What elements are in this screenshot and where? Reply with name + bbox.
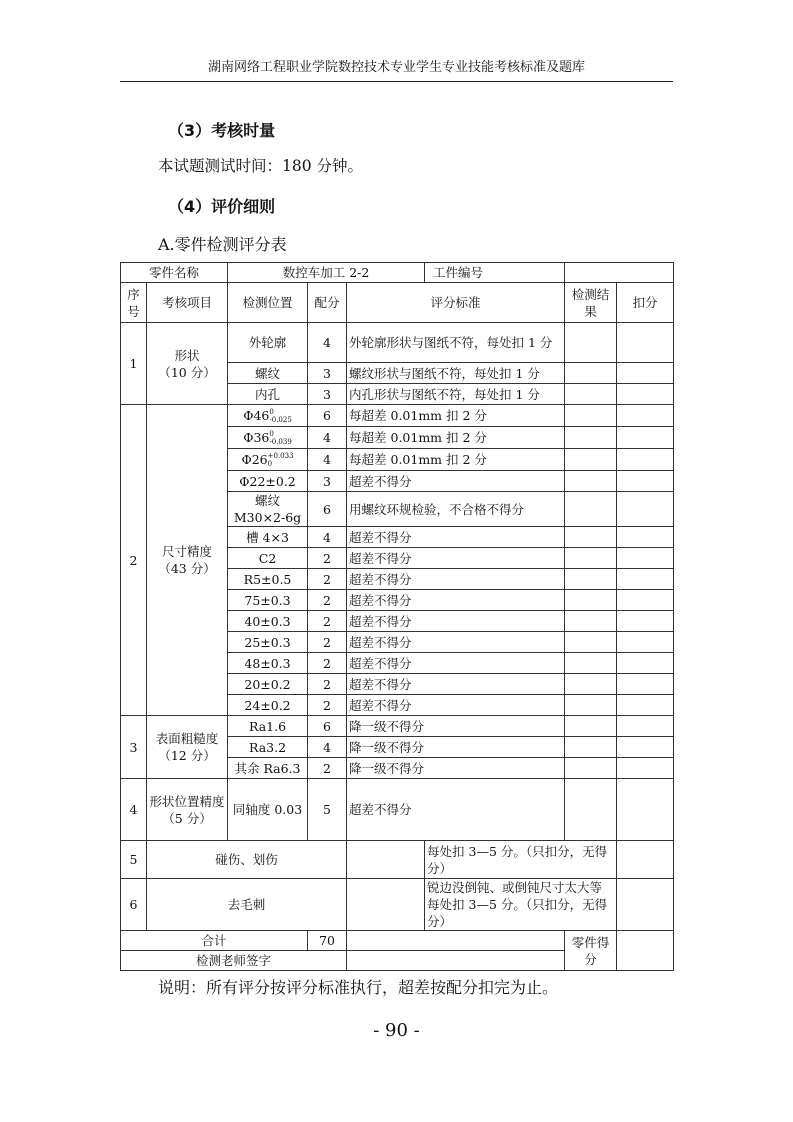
table-row xyxy=(121,323,674,363)
deduction-cell xyxy=(617,548,674,569)
score-cell: 4 xyxy=(308,737,347,758)
deduction-cell xyxy=(617,879,674,931)
position-cell xyxy=(228,405,308,427)
score-cell: 4 xyxy=(308,527,347,548)
item-name: 表面粗糙度 xyxy=(155,731,219,746)
result-cell xyxy=(565,405,617,427)
standard-cell: 超差不得分 xyxy=(347,611,565,632)
header-no: 序号 xyxy=(121,283,147,323)
position-text: 20±0.2 xyxy=(244,676,291,692)
section-heading-time: （3）考核时量 xyxy=(168,121,276,140)
position-text: 40±0.3 xyxy=(244,613,291,629)
position-text: Φ26 xyxy=(241,451,268,467)
position-cell xyxy=(228,632,308,653)
standard-cell: 超差不得分 xyxy=(347,695,565,716)
position-text: Ra3.2 xyxy=(249,739,287,755)
position-cell xyxy=(228,653,308,674)
part-name-value: 数控车加工 2-2 xyxy=(228,263,425,283)
position-text: 48±0.3 xyxy=(244,655,291,671)
position-cell xyxy=(228,569,308,590)
tolerance xyxy=(269,408,291,424)
score-cell: 5 xyxy=(308,779,347,841)
position-text: Φ46 xyxy=(243,407,270,423)
deduction-cell xyxy=(617,569,674,590)
result-cell xyxy=(565,471,617,492)
result-cell xyxy=(565,384,617,405)
result-cell xyxy=(565,695,617,716)
item-points: （43 分） xyxy=(158,561,216,576)
deduction-cell xyxy=(617,449,674,471)
header-result: 检测结果 xyxy=(565,283,617,323)
position-text: Φ22±0.2 xyxy=(239,473,296,489)
result-cell xyxy=(565,674,617,695)
result-cell xyxy=(565,323,617,363)
result-cell xyxy=(565,427,617,449)
score-cell: 4 xyxy=(308,323,347,363)
score-cell: 6 xyxy=(308,405,347,427)
standard-cell: 每超差 0.01mm 扣 2 分 xyxy=(347,427,565,449)
position-cell xyxy=(228,674,308,695)
position-cell xyxy=(228,611,308,632)
item-points: （12 分） xyxy=(158,748,216,763)
part-score-label: 零件得分 xyxy=(565,931,617,971)
part-info-row xyxy=(121,263,674,283)
deduction-cell xyxy=(617,758,674,779)
item-name-cell xyxy=(147,779,228,841)
score-cell: 3 xyxy=(308,384,347,405)
result-cell xyxy=(565,716,617,737)
position-cell xyxy=(228,758,308,779)
part-name-label: 零件名称 xyxy=(121,263,228,283)
empty-cell xyxy=(347,841,425,879)
section-text-time: 本试题测试时间：180 分钟。 xyxy=(158,157,364,175)
deduction-cell xyxy=(617,405,674,427)
position-cell xyxy=(228,384,308,405)
table-caption: A.零件检测评分表 xyxy=(158,235,287,254)
position-cell xyxy=(228,527,308,548)
position-text: 槽 4×3 xyxy=(246,529,289,545)
position-cell xyxy=(228,716,308,737)
header-position: 检测位置 xyxy=(228,283,308,323)
total-value: 70 xyxy=(308,931,347,951)
deduction-cell xyxy=(617,471,674,492)
result-cell xyxy=(565,611,617,632)
standard-cell: 超差不得分 xyxy=(347,471,565,492)
deduction-cell xyxy=(617,779,674,841)
table-header-row xyxy=(121,283,674,323)
work-no-label: 工件编号 xyxy=(425,263,565,283)
position-cell xyxy=(228,471,308,492)
position-text: 内孔 xyxy=(255,386,281,402)
standard-cell: 超差不得分 xyxy=(347,632,565,653)
position-text: 75±0.3 xyxy=(244,592,291,608)
section-heading-evaluation: （4）评价细则 xyxy=(168,197,276,216)
item-name-cell xyxy=(147,323,228,405)
row-number: 4 xyxy=(121,779,147,841)
result-cell xyxy=(565,548,617,569)
score-cell: 2 xyxy=(308,653,347,674)
scoring-table xyxy=(120,262,674,971)
table-row xyxy=(121,716,674,737)
standard-cell: 降一级不得分 xyxy=(347,737,565,758)
score-cell: 2 xyxy=(308,611,347,632)
position-text: 同轴度 0.03 xyxy=(232,802,303,817)
standard-cell: 超差不得分 xyxy=(347,779,565,841)
position-cell xyxy=(228,427,308,449)
deduction-cell xyxy=(617,611,674,632)
signature-label: 检测老师签字 xyxy=(121,951,347,971)
position-cell xyxy=(228,363,308,384)
deduction-cell xyxy=(617,737,674,758)
score-cell: 2 xyxy=(308,674,347,695)
position-cell xyxy=(228,779,308,841)
table-row xyxy=(121,779,674,841)
standard-cell: 用螺纹环规检验，不合格不得分 xyxy=(347,492,565,527)
row-number: 3 xyxy=(121,716,147,779)
part-score-value xyxy=(617,931,674,971)
position-text: R5±0.5 xyxy=(243,571,292,587)
score-cell: 6 xyxy=(308,492,347,527)
score-cell: 3 xyxy=(308,471,347,492)
header-score: 配分 xyxy=(308,283,347,323)
header-standard: 评分标准 xyxy=(347,283,565,323)
standard-cell: 超差不得分 xyxy=(347,674,565,695)
score-cell: 2 xyxy=(308,632,347,653)
total-label: 合计 xyxy=(121,931,308,951)
footnote: 说明：所有评分按评分标准执行，超差按配分扣完为止。 xyxy=(158,978,559,997)
tolerance xyxy=(268,452,294,468)
position-cell xyxy=(228,695,308,716)
position-text: 25±0.3 xyxy=(244,634,291,650)
total-row xyxy=(121,931,674,951)
deduction-cell xyxy=(617,674,674,695)
signature-value xyxy=(347,951,565,971)
item-name: 碰伤、划伤 xyxy=(147,841,347,879)
item-points: （10 分） xyxy=(158,364,216,380)
deduction-cell xyxy=(617,427,674,449)
standard-cell: 超差不得分 xyxy=(347,653,565,674)
score-cell: 4 xyxy=(308,449,347,471)
standard-cell: 超差不得分 xyxy=(347,590,565,611)
table-row xyxy=(121,879,674,931)
position-text: 其余 Ra6.3 xyxy=(234,760,301,776)
result-cell xyxy=(565,527,617,548)
work-no-value xyxy=(565,263,674,283)
position-cell xyxy=(228,323,308,363)
item-name: 去毛刺 xyxy=(147,879,347,931)
score-cell: 3 xyxy=(308,363,347,384)
result-cell xyxy=(565,569,617,590)
standard-cell: 每超差 0.01mm 扣 2 分 xyxy=(347,449,565,471)
position-cell xyxy=(228,737,308,758)
row-number: 6 xyxy=(121,879,147,931)
result-cell xyxy=(565,363,617,384)
position-text: Ra1.6 xyxy=(249,718,287,734)
standard-cell: 每超差 0.01mm 扣 2 分 xyxy=(347,405,565,427)
tolerance-upper: +0.033 xyxy=(267,452,294,461)
row-number: 5 xyxy=(121,841,147,879)
score-cell: 2 xyxy=(308,569,347,590)
position-cell xyxy=(228,548,308,569)
tolerance xyxy=(269,430,291,446)
result-cell xyxy=(565,758,617,779)
score-cell: 2 xyxy=(308,695,347,716)
table-row xyxy=(121,841,674,879)
row-number: 1 xyxy=(121,323,147,405)
standard-cell: 外轮廓形状与图纸不符，每处扣 1 分 xyxy=(347,323,565,363)
deduction-cell xyxy=(617,653,674,674)
score-cell: 4 xyxy=(308,427,347,449)
standard-cell: 超差不得分 xyxy=(347,569,565,590)
standard-cell: 超差不得分 xyxy=(347,527,565,548)
standard-cell: 内孔形状与图纸不符，每处扣 1 分 xyxy=(347,384,565,405)
result-cell xyxy=(565,653,617,674)
item-name: 尺寸精度 xyxy=(162,544,213,559)
table-row xyxy=(121,405,674,427)
deduction-cell xyxy=(617,590,674,611)
result-cell xyxy=(565,737,617,758)
position-text: 24±0.2 xyxy=(244,697,291,713)
result-cell xyxy=(565,492,617,527)
tolerance-lower: 0 xyxy=(267,460,273,469)
tolerance-upper: 0 xyxy=(269,408,274,417)
deduction-cell xyxy=(617,323,674,363)
header-item: 考核项目 xyxy=(147,283,228,323)
header-deduction: 扣分 xyxy=(617,283,674,323)
position-text: C2 xyxy=(258,550,277,566)
item-name-cell xyxy=(147,716,228,779)
tolerance-upper: 0 xyxy=(269,430,274,439)
deduction-cell xyxy=(617,492,674,527)
standard-cell: 降一级不得分 xyxy=(347,716,565,737)
result-cell xyxy=(565,632,617,653)
page-header: 湖南网络工程职业学院数控技术专业学生专业技能考核标准及题库 xyxy=(207,60,585,75)
position-cell xyxy=(228,449,308,471)
position-cell xyxy=(228,590,308,611)
empty-cell xyxy=(347,931,565,951)
item-points: （5 分） xyxy=(162,810,212,826)
score-cell: 2 xyxy=(308,758,347,779)
result-cell xyxy=(565,590,617,611)
deduction-cell xyxy=(617,841,674,879)
position-cell xyxy=(228,492,308,527)
tolerance-lower: -0.039 xyxy=(269,438,292,447)
standard-cell: 超差不得分 xyxy=(347,548,565,569)
item-name: 形状位置精度 xyxy=(149,793,225,809)
score-cell: 2 xyxy=(308,590,347,611)
standard-cell: 螺纹形状与图纸不符，每处扣 1 分 xyxy=(347,363,565,384)
item-name-cell xyxy=(147,405,228,716)
position-text: 螺纹 xyxy=(255,365,281,381)
standard-cell: 锐边没倒钝、或倒钝尺寸太大等每处扣 3—5 分。（只扣分，无得分） xyxy=(425,879,617,931)
deduction-cell xyxy=(617,632,674,653)
page-number: - 90 - xyxy=(373,1020,420,1041)
score-cell: 2 xyxy=(308,548,347,569)
position-text: 外轮廓 xyxy=(248,335,287,350)
score-cell: 6 xyxy=(308,716,347,737)
result-cell xyxy=(565,779,617,841)
tolerance-lower: -0.025 xyxy=(269,416,292,425)
deduction-cell xyxy=(617,363,674,384)
deduction-cell xyxy=(617,716,674,737)
standard-cell: 每处扣 3—5 分。（只扣分，无得分） xyxy=(425,841,617,879)
position-text: Φ36 xyxy=(243,429,270,445)
header-rule xyxy=(120,81,673,82)
item-name: 形状 xyxy=(174,347,200,363)
deduction-cell xyxy=(617,384,674,405)
standard-cell: 降一级不得分 xyxy=(347,758,565,779)
deduction-cell xyxy=(617,527,674,548)
result-cell xyxy=(565,449,617,471)
position-text: 螺纹 M30×2-6g xyxy=(233,493,302,525)
deduction-cell xyxy=(617,695,674,716)
row-number: 2 xyxy=(121,405,147,716)
empty-cell xyxy=(347,879,425,931)
